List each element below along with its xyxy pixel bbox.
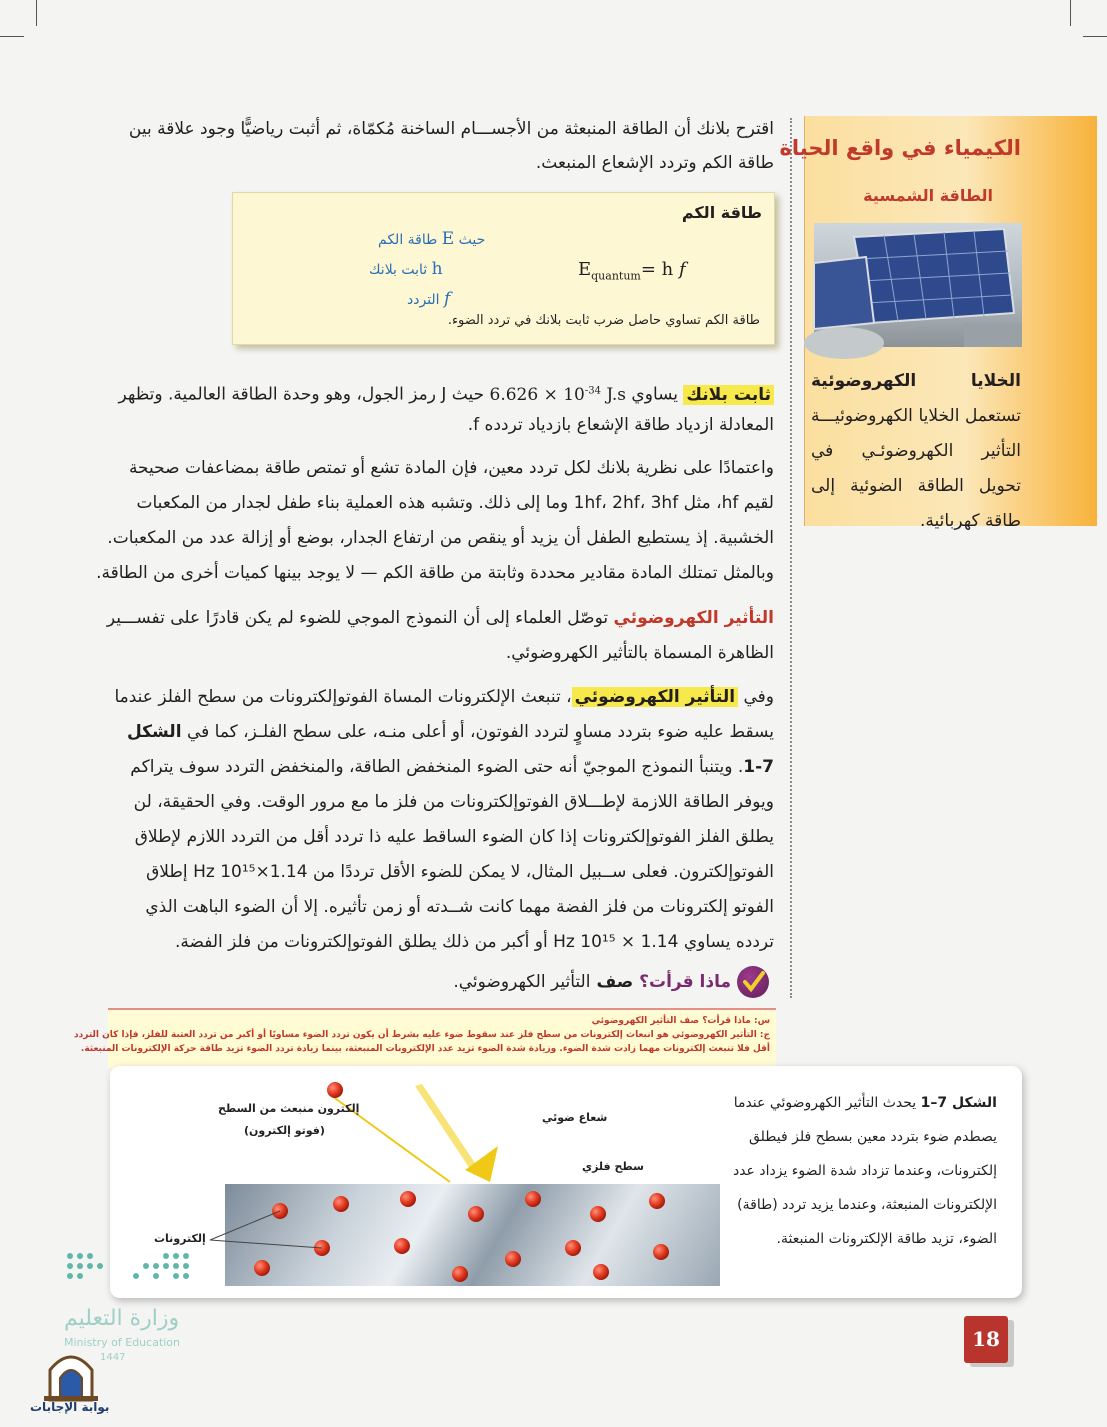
paragraph-line — [126, 715, 774, 750]
answer-note — [74, 1008, 776, 1068]
planck-value-exp: -34 — [584, 385, 601, 396]
formula-sub: quantum — [591, 269, 641, 283]
solar-panel-graphic — [814, 223, 1022, 347]
paragraph-line: الفوتو إلكترونات من فلز الفضة مهما كانت شــدته أو زمن تأثيره. إلا أن الضوء الباهت الذي — [145, 897, 774, 917]
paragraph-line: الخشبية. إذ يستطيع الطفل أن يزيد أو ينقص من ارتفاع الجدار، بوضع أو إزالة عدد من المكعبات. — [107, 528, 774, 548]
reading-check-verb: صف — [596, 972, 634, 992]
term-photoelectric: التأثير الكهروضوئي — [572, 687, 738, 707]
sidebar-subtitle: الطاقة الشمسية — [863, 186, 993, 205]
paragraph-line — [114, 680, 774, 715]
formula — [578, 259, 686, 283]
def-prefix: حيث — [458, 232, 486, 248]
reading-check-label: ماذا قرأت؟ — [639, 972, 731, 992]
term-photoelectric: التأثير الكهروضوئي — [613, 608, 774, 628]
paragraph-line — [130, 750, 774, 785]
figure-ref[interactable]: 1-7 — [743, 757, 774, 777]
crop-mark — [1070, 0, 1071, 26]
def-symbol: h — [431, 259, 443, 279]
figure-caption-title: يحدث التأثير الكهروضوئي — [769, 1095, 917, 1111]
formula-f: f — [679, 259, 686, 280]
answer-note-answer: أقل فلا تنبعث إلكترونات مهما زادت شدة الضوء. وزيادة شدة الضوء تزيد عدد الإلكترونات المنبعثة، بينما زيادة تردد الضوء تزيد طاقة حركة الإلكترونات المنبعثة. — [80, 1044, 770, 1054]
paragraph-line: ويوفر الطاقة اللازمة لإطـــلاق الفوتوإلكترونات من فلز ما مع مرور الوقت. وفي الحقيقة، لن — [133, 792, 774, 812]
def-symbol: f — [444, 289, 451, 309]
formula-box — [232, 192, 775, 345]
paragraph-line: تردده يساوي 1.14 × 10¹⁵ Hz أو أكبر من ذلك يطلق الفوتوإلكترونات من فلز الفضة. — [174, 932, 774, 952]
column-divider — [790, 118, 792, 998]
paragraph-line: واعتمادًا على نظرية بلانك لكل تردد معين، فإن المادة تشع أو تمتص طاقة بمضاعفات صحيحة — [128, 458, 774, 478]
ministry-english: Ministry of Education — [64, 1336, 181, 1349]
formula-def-h — [369, 259, 443, 279]
paragraph-text: ، تنبعث الإلكترونات المساة الفوتوإلكترونات من سطح الفلز عندما — [114, 687, 572, 707]
sidebar-term: الخلايا الكهروضوئية — [811, 371, 1021, 391]
paragraph-text: يسقط عليه ضوء بتردد مساوٍ لتردد الفوتون، أو أعلى منـه، على سطح الفلـز، كما في — [186, 722, 774, 742]
answer-note-question: س: ماذا قرأت؟ صف التأثير الكهروضوئي — [591, 1016, 770, 1026]
def-symbol: E — [441, 229, 455, 249]
ministry-logo — [60, 1248, 210, 1363]
planck-text: يساوي — [631, 384, 679, 405]
formula-e: E — [578, 259, 592, 280]
paragraph-text: . ويتنبأ النموذج الموجيّ أنه حتى الضوء المنخفض الطاقة، والمنخفض التردد سوف يتراكم — [130, 757, 744, 777]
checkmark-icon — [737, 966, 769, 998]
crop-mark — [0, 36, 24, 37]
def-text: التردد — [407, 292, 440, 308]
reading-check-text: التأثير الكهروضوئي. — [453, 972, 591, 992]
ministry-year: 1447 — [100, 1352, 126, 1363]
paragraph-line: لقيم hf، مثل 1hf، 2hf، 3hf وما إلى ذلك. وتشبه هذه العملية بناء طفل لجدار من المكعبات — [136, 493, 774, 513]
planck-text: حيث J رمز الجول، وهو وحدة الطاقة العالمية. وتظهر — [118, 384, 485, 405]
label-electrons: إلكترونات — [154, 1232, 206, 1245]
planck-term: ثابت بلانك — [683, 385, 774, 405]
reading-check[interactable] — [453, 966, 769, 998]
planck-value — [490, 385, 627, 405]
page-number: 18 — [964, 1316, 1008, 1363]
figure-caption-text: عندما يصطدم ضوء بتردد معين بسطح فلز فيطلق إلكترونات، وعندما تزداد شدة الضوء يزداد عدد الإلكترونات المنبعثة، وعندما يزيد تردد (طاقة) الضوء، تزيد طاقة الإلكترونات المنبعثة. — [732, 1095, 997, 1247]
formula-note: طاقة الكم تساوي حاصل ضرب ثابت بلانك في تردد الضوء. — [447, 313, 760, 328]
planck-unit: J.s — [606, 384, 627, 405]
paragraph-line: وبالمثل تمتلك المادة مقادير محددة وثابتة من طاقة الكم — لا يوجد بينها كميات أخرى من الطاقة. — [96, 563, 774, 583]
label-photoelectron: إلكترون منبعث من السطح — [218, 1102, 360, 1115]
crop-mark — [1083, 36, 1107, 37]
label-surface: سطح فلزي — [582, 1160, 644, 1173]
def-text: ثابت بلانك — [369, 262, 428, 278]
sidebar-title: الكيمياء في واقع الحياة — [779, 136, 1021, 160]
intro-line: اقترح بلانك أن الطاقة المنبعثة من الأجســـام الساخنة مُكمّاة، ثم أثبت رياضيًّا وجود علاقة بين — [128, 119, 774, 139]
sidebar-body: تستعمل الخلايا الكهروضوئيـــة التأثير الكهروضوئـي في تحويل الطاقة الضوئية إلى طاقة كهربائية. — [811, 406, 1021, 531]
answer-note-answer: ج: التأثير الكهروضوئي هو انبعاث إلكترونات من سطح فلز عند سقوط ضوء عليه بشرط أن يكون تردد الضوء مساويًا أو أكبر من تردد العتبة للفلز، فإذا كان التردد — [74, 1030, 770, 1040]
portal-logo — [30, 1350, 112, 1420]
intro-line: طاقة الكم وتردد الإشعاع المنبعث. — [535, 153, 774, 173]
figure-caption-number: الشكل 7–1 — [920, 1095, 997, 1111]
paragraph-line: الظاهرة المسماة بالتأثير الكهروضوئي. — [505, 643, 774, 663]
label-photoelectron-sub: (فوتو إلكترون) — [244, 1124, 325, 1137]
paragraph-line — [106, 601, 774, 636]
formula-rhs: = h — [640, 259, 674, 280]
figure-caption — [727, 1086, 997, 1256]
paragraph-text: وفي — [743, 687, 774, 707]
formula-def-f — [407, 289, 450, 309]
paragraph-line: يطلق الفلز الفوتوإلكترونات إذا كان الضوء الساقط عليه ذا تردد أقل من التردد اللازم لإطلاق — [134, 827, 774, 847]
portal-name: بوابة الإجابات — [30, 1400, 110, 1414]
formula-def-e — [378, 229, 485, 249]
crop-mark — [36, 0, 37, 26]
label-beam: شعاع ضوئي — [542, 1111, 608, 1124]
ministry-dots-icon — [60, 1248, 210, 1294]
sidebar-text — [811, 364, 1021, 539]
paragraph-line: الفوتوإلكترون. فعلى ســبيل المثال، لا يمكن للضوء الأقل ترددًا من 1.14×10¹⁵ Hz إطلاق — [146, 862, 774, 882]
planck-line: المعادلة ازدياد طاقة الإشعاع بازدياد تردده f. — [467, 415, 774, 435]
figure-ref[interactable]: الشكل — [126, 722, 182, 742]
def-text: طاقة الكم — [378, 232, 438, 248]
paragraph-text: توصّل العلماء إلى أن النموذج الموجي للضوء لم يكن قادرًا على تفســـير — [106, 608, 609, 628]
ministry-arabic: وزارة التعليم — [64, 1306, 180, 1331]
planck-value-base: 6.626 × 10 — [489, 384, 585, 405]
solar-panel-image — [814, 223, 1022, 347]
formula-title: طاقة الكم — [681, 203, 762, 222]
planck-line — [118, 373, 774, 413]
portal-building-icon — [36, 1350, 106, 1402]
